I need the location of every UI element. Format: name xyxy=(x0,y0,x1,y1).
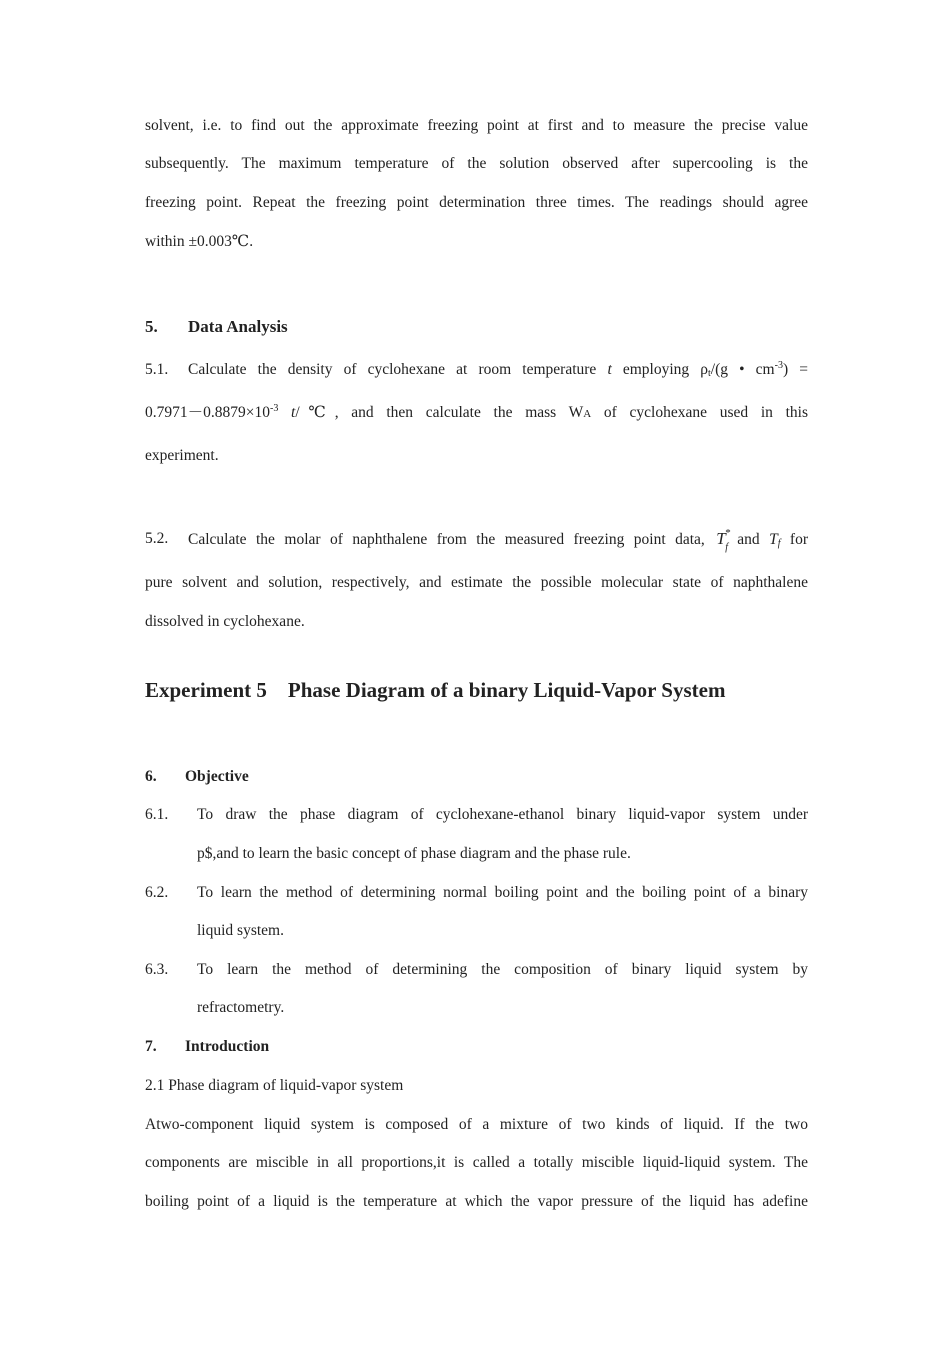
item-line: p$,and to learn the basic concept of phase diagram and the phase rule. xyxy=(197,845,631,862)
experiment-title: Experiment 5 Phase Diagram of a binary Liquid-Vapor System xyxy=(145,678,726,702)
item-line: liquid system. xyxy=(197,922,284,939)
item-line: Calculate the molar of naphthalene from the measured freezing point data, T * f and $T_f$ for xyxy=(188,527,809,553)
paragraph-line: boiling point of a liquid is the temperature at which the vapor pressure of the liquid has adefine xyxy=(145,1193,808,1210)
section-number: 6. xyxy=(145,768,157,785)
paragraph-line: solvent, i.e. to find out the approximate freezing point at first and to measure the precise value xyxy=(145,117,808,134)
paragraph-line: freezing point. Repeat the freezing point determination three times. The readings should agree xyxy=(145,194,808,211)
item-line: Calculate the density of cyclohexane at room temperature t employing $\rho_t/(g$ • $cm^{-3}$) = xyxy=(188,360,808,379)
item-line: experiment. xyxy=(145,447,219,464)
item-number: 5.2. xyxy=(145,530,169,547)
paragraph-line: within ±0.003℃. xyxy=(145,233,254,250)
section-number: 7. xyxy=(145,1038,157,1055)
section-heading: Data Analysis xyxy=(188,317,288,336)
item-number: 6.3. xyxy=(145,961,169,978)
tf-star-symbol: T * f xyxy=(716,527,731,553)
subheading: 2.1 Phase diagram of liquid-vapor system xyxy=(145,1077,404,1094)
item-line: To learn the method of determining the composition of binary liquid system by xyxy=(197,961,808,978)
item-line: To learn the method of determining normal boiling point and the boiling point of a binary xyxy=(197,884,808,901)
item-line: dissolved in cyclohexane. xyxy=(145,613,305,630)
section-number: 5. xyxy=(145,317,158,336)
item-number: 6.1. xyxy=(145,806,169,823)
paragraph-line: components are miscible in all proportions,it is called a totally miscible liquid-liquid system. The xyxy=(145,1154,808,1171)
section-heading: Introduction xyxy=(185,1038,270,1055)
item-line: To draw the phase diagram of cyclohexane-ethanol binary liquid-vapor system under xyxy=(197,806,808,823)
item-number: 6.2. xyxy=(145,884,169,901)
section-heading: Objective xyxy=(185,768,249,785)
item-line: $0.7971-0.8879\times 10^{-3}$ t/℃, and then calculate the mass WA of cyclohexane used in this xyxy=(145,403,809,421)
paragraph-line: subsequently. The maximum temperature of the solution observed after supercooling is the xyxy=(145,155,808,172)
item-number: 5.1. xyxy=(145,361,169,378)
item-line: refractometry. xyxy=(197,999,285,1016)
paragraph-line: Atwo-component liquid system is composed of a mixture of two kinds of liquid. If the two xyxy=(145,1116,808,1133)
item-line: pure solvent and solution, respectively, and estimate the possible molecular state of naphthalene xyxy=(145,574,808,591)
